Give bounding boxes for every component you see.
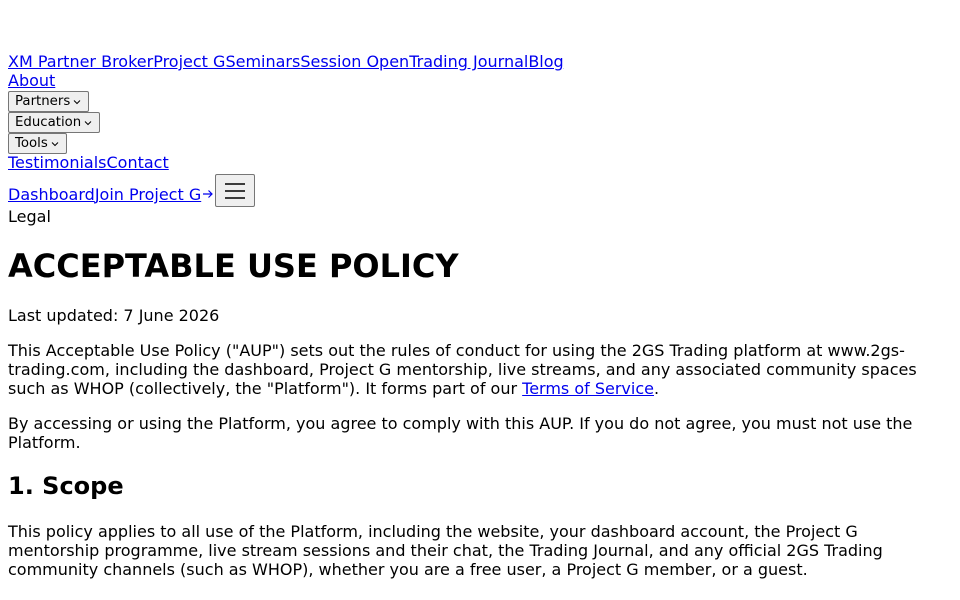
nav-actions-row — [8, 173, 952, 207]
eyebrow-label: Legal — [8, 207, 51, 226]
section-1-title: 1. Scope — [8, 472, 124, 500]
partners-dropdown-button[interactable] — [8, 91, 89, 112]
join-project-g-link[interactable] — [95, 185, 215, 207]
chevron-down-icon — [50, 139, 60, 149]
nav-link-trading-journal[interactable]: Trading Journal — [409, 52, 529, 71]
main-content — [8, 207, 952, 579]
page-title: ACCEPTABLE USE POLICY — [8, 247, 459, 285]
partners-dropdown-wrap — [8, 90, 952, 111]
nav-link-project-g[interactable]: Project G — [153, 52, 226, 71]
agreement-paragraph: By accessing or using the Platform, you agree to comply with this AUP. If you do not agree, you must not use the Platform. — [8, 414, 913, 452]
chevron-down-icon — [83, 118, 93, 128]
last-updated-text: Last updated: 7 June 2026 — [8, 306, 220, 325]
nav-link-session-open[interactable]: Session Open — [300, 52, 410, 71]
terms-of-service-link[interactable]: Terms of Service — [522, 379, 654, 398]
education-dropdown-button[interactable] — [8, 112, 100, 133]
nav-link-contact[interactable]: Contact — [106, 153, 169, 172]
top-spacer — [8, 0, 952, 52]
partners-dropdown-label: Partners — [15, 94, 71, 109]
tools-dropdown-label: Tools — [15, 136, 48, 151]
hamburger-icon — [224, 181, 246, 201]
arrow-right-icon — [201, 187, 215, 201]
nav-link-testimonials[interactable]: Testimonials — [8, 153, 107, 172]
nav-about-row — [8, 71, 952, 90]
nav-link-about[interactable]: About — [8, 71, 56, 90]
intro-text: This Acceptable Use Policy ("AUP") sets out the rules of conduct for using the 2GS Trading platform at www.2gs-trading.com, including the dashboard, Project G mentorship, live streams, and any associated community spaces such as WHOP (collectively, the "Platform"). It forms part of our — [8, 341, 917, 398]
education-dropdown-label: Education — [15, 115, 82, 130]
hamburger-menu-button[interactable] — [215, 174, 255, 207]
chevron-down-icon — [72, 97, 82, 107]
nav-links-row — [8, 52, 952, 71]
nav-secondary-row — [8, 153, 952, 172]
section-1-body: This policy applies to all use of the Platform, including the website, your dashboard account, the Project G mentorship programme, live stream sessions and their chat, the Trading Journal, and any official 2GS Trading community channels (such as WHOP), whether you are a free user, a Project G member, or a guest. — [8, 522, 883, 579]
tools-dropdown-wrap — [8, 132, 952, 153]
tools-dropdown-button[interactable] — [8, 133, 67, 154]
join-project-g-label: Join Project G — [94, 185, 202, 204]
nav-link-blog[interactable]: Blog — [528, 52, 564, 71]
nav-link-xm-partner-broker[interactable]: XM Partner Broker — [8, 52, 154, 71]
primary-nav — [8, 52, 952, 207]
intro-text-end: . — [653, 379, 660, 398]
nav-link-seminars[interactable]: Seminars — [225, 52, 301, 71]
dashboard-link[interactable]: Dashboard — [8, 185, 95, 204]
education-dropdown-wrap — [8, 111, 952, 132]
intro-paragraph — [8, 341, 952, 398]
